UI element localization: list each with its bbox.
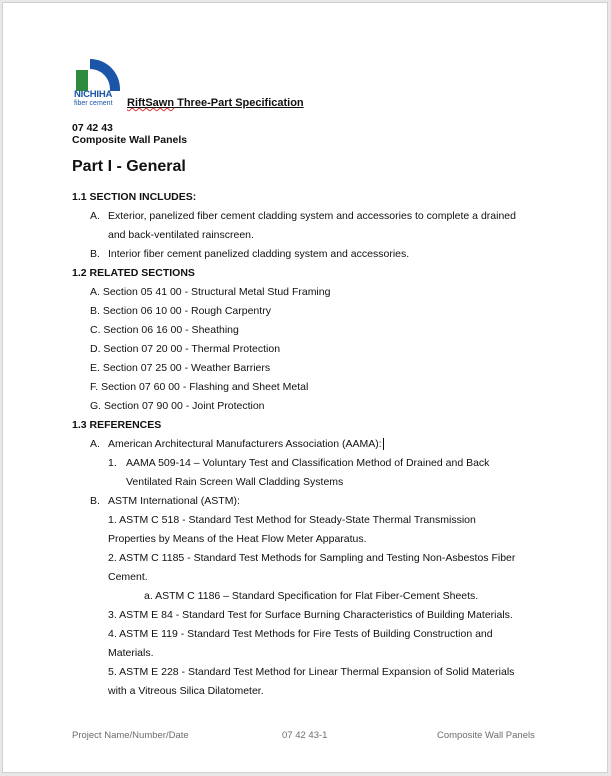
part-title: Part I - General (72, 158, 186, 175)
section-name: Composite Wall Panels (72, 134, 188, 146)
nichiha-logo (74, 59, 124, 109)
related-section-item: D. Section 07 20 00 - Thermal Protection (90, 343, 281, 355)
related-section-item: C. Section 06 16 00 - Sheathing (90, 324, 239, 336)
reference-item-continuation: Properties by Means of the Heat Flow Meter Apparatus. (108, 533, 367, 545)
heading-1-2: 1.2 RELATED SECTIONS (72, 267, 195, 279)
text-cursor (383, 438, 384, 450)
item-marker: A. (90, 438, 100, 450)
footer-left: Project Name/Number/Date (72, 730, 189, 741)
spec-title-brand: RiftSawn (127, 97, 175, 109)
item-marker: 1. (108, 457, 117, 469)
reference-item: 4. ASTM E 119 - Standard Test Methods for Fire Tests of Building Construction and (108, 628, 493, 640)
section-number: 07 42 43 (72, 122, 113, 134)
document-page (2, 2, 608, 773)
reference-item: 1. ASTM C 518 - Standard Test Method for Steady-State Thermal Transmission (108, 514, 476, 526)
reference-subitem: a. ASTM C 1186 – Standard Specification for Flat Fiber-Cement Sheets. (144, 590, 479, 602)
logo-tagline: fiber cement (74, 100, 113, 107)
reference-item-continuation: Cement. (108, 571, 148, 583)
related-section-item: G. Section 07 90 00 - Joint Protection (90, 400, 265, 412)
logo-mark-icon (74, 59, 124, 93)
reference-item: 5. ASTM E 228 - Standard Test Method for Linear Thermal Expansion of Solid Materials (108, 666, 515, 678)
item-marker: B. (90, 495, 100, 507)
related-section-item: B. Section 06 10 00 - Rough Carpentry (90, 305, 271, 317)
related-section-item: E. Section 07 25 00 - Weather Barriers (90, 362, 271, 374)
list-item-continuation: and back-ventilated rainscreen. (108, 229, 254, 241)
item-marker: B. (90, 248, 100, 260)
list-item: Exterior, panelized fiber cement cladding system and accessories to complete a drained (108, 210, 516, 222)
heading-1-1: 1.1 SECTION INCLUDES: (72, 191, 197, 203)
logo-brand: NICHIHA (74, 89, 113, 100)
reference-item: 2. ASTM C 1185 - Standard Test Methods for Sampling and Testing Non-Asbestos Fiber (108, 552, 516, 564)
reference-item-continuation: with a Vitreous Silica Dilatometer. (108, 685, 264, 697)
reference-item: ASTM International (ASTM): (108, 495, 240, 507)
reference-item: AAMA 509-14 – Voluntary Test and Classification Method of Drained and Back (126, 457, 490, 469)
footer-page-number: 07 42 43-1 (282, 730, 328, 741)
item-marker: A. (90, 210, 100, 222)
reference-item-continuation: Ventilated Rain Screen Wall Cladding Systems (126, 476, 344, 488)
spec-title (127, 97, 304, 109)
reference-item: 3. ASTM E 84 - Standard Test for Surface Burning Characteristics of Building Materials. (108, 609, 513, 621)
spec-title-rest: Three-Part Specification (174, 97, 304, 109)
reference-item: American Architectural Manufacturers Association (AAMA): (108, 438, 382, 450)
reference-item-continuation: Materials. (108, 647, 154, 659)
list-item: Interior fiber cement panelized cladding system and accessories. (108, 248, 410, 260)
footer-right: Composite Wall Panels (437, 730, 535, 741)
related-section-item: A. Section 05 41 00 - Structural Metal Stud Framing (90, 286, 331, 298)
related-section-item: F. Section 07 60 00 - Flashing and Sheet Metal (90, 381, 309, 393)
heading-1-3: 1.3 REFERENCES (72, 419, 162, 431)
